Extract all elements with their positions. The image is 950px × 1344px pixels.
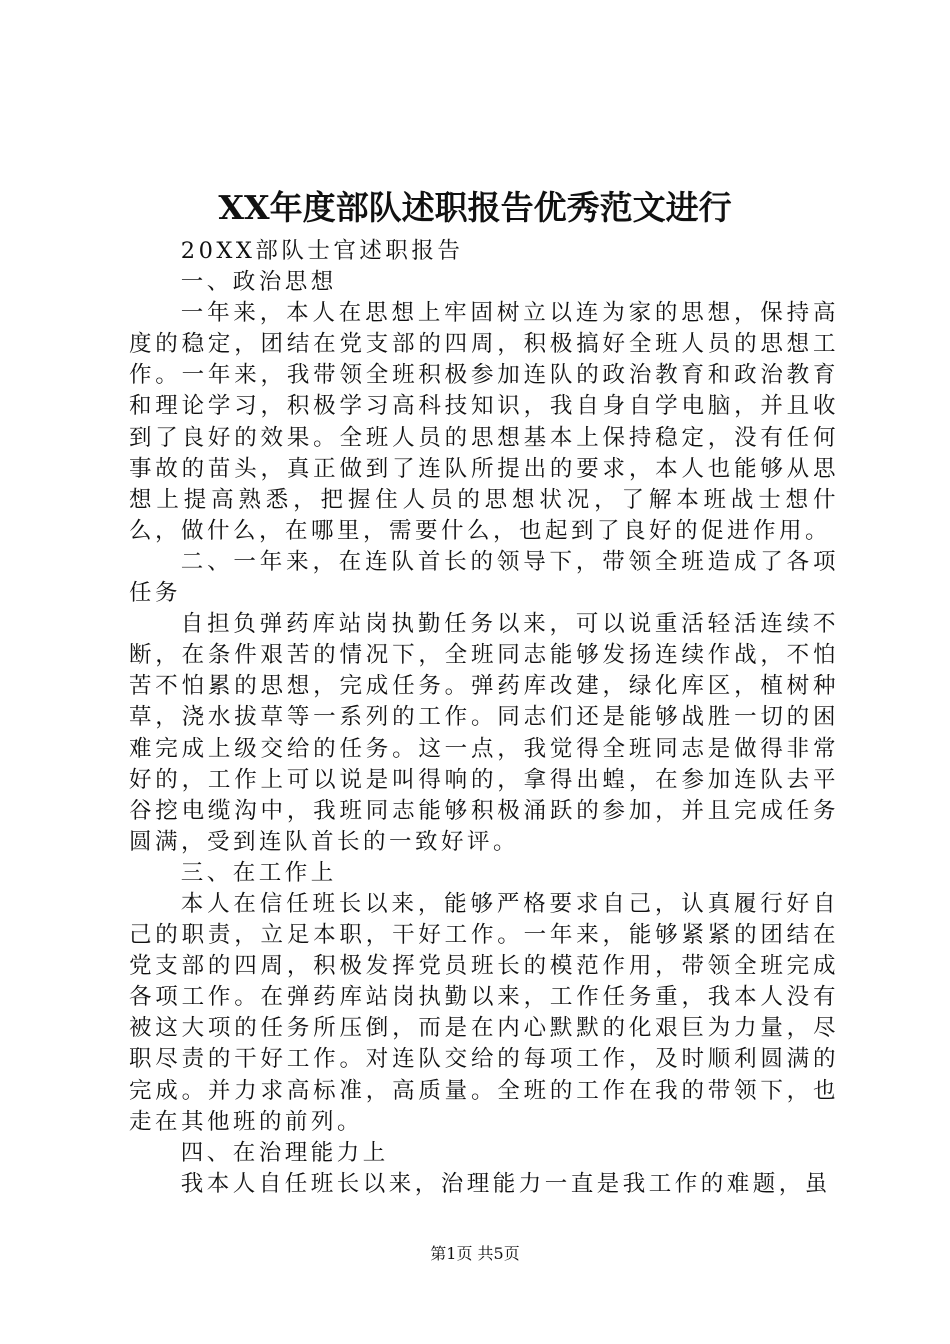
paragraph-work: 本人在信任班长以来，能够严格要求自己，认真履行好自己的职责，立足本职，干好工作。一年来，能够紧紧的团结在党支部的四周，积极发挥党员班长的模范作用，带领全班完成各项工作。在弹药库站岗执勤以来，工作任务重，我本人没有被这大项的任务所压倒，而是在内心默默的化艰巨为力量，尽职尽责的干好工作。对连队交给的每项工作，及时顺利圆满的完成。并力求高标准，高质量。全班的工作在我的带领下，也走在其他班的前列。 bbox=[129, 890, 839, 1135]
section-heading-management: 四、在治理能力上 bbox=[180, 1139, 389, 1166]
document-title: XX年度部队述职报告优秀范文进行 bbox=[218, 188, 732, 227]
section-heading-work: 三、在工作上 bbox=[180, 859, 337, 886]
document-body bbox=[129, 236, 839, 1200]
paragraph-subtitle: 20XX部队士官述职报告 bbox=[180, 238, 464, 264]
paragraph-politics: 一年来，本人在思想上牢固树立以连为家的思想，保持高度的稳定，团结在党支部的四周，积极搞好全班人员的思想工作。一年来，我带领全班积极参加连队的政治教育和政治教育和理论学习，积极学习高科技知识，我自身自学电脑，并且收到了良好的效果。全班人员的思想基本上保持稳定，没有任何事故的苗头，真正做到了连队所提出的要求，本人也能够从思想上提高熟悉，把握住人员的思想状况，了解本班战士想什么，做什么，在哪里，需要什么，也起到了良好的促进作用。 bbox=[129, 300, 839, 544]
paragraph-management: 我本人自任班长以来，治理能力一直是我工作的难题，虽 bbox=[180, 1170, 831, 1197]
section-heading-politics: 一、政治思想 bbox=[180, 269, 337, 296]
paragraph-tasks: 自担负弹药库站岗执勤任务以来，可以说重活轻活连续不断，在条件艰苦的情况下，全班同志能够发扬连续作战，不怕苦不怕累的思想，完成任务。弹药库改建，绿化库区，植树种草，浇水拔草等一系列的工作。同志们还是能够战胜一切的困难完成上级交给的任务。这一点，我觉得全班同志是做得非常好的，工作上可以说是叫得响的，拿得出蝗，在参加连队去平谷挖电缆沟中，我班同志能够积极涌跃的参加，并且完成任务圆满，受到连队首长的一致好评。 bbox=[129, 611, 839, 855]
section-heading-tasks: 二、一年来，在连队首长的领导下，带领全班造成了各项任务 bbox=[129, 548, 839, 607]
page-footer: 第1页 共5页 bbox=[430, 1244, 520, 1263]
